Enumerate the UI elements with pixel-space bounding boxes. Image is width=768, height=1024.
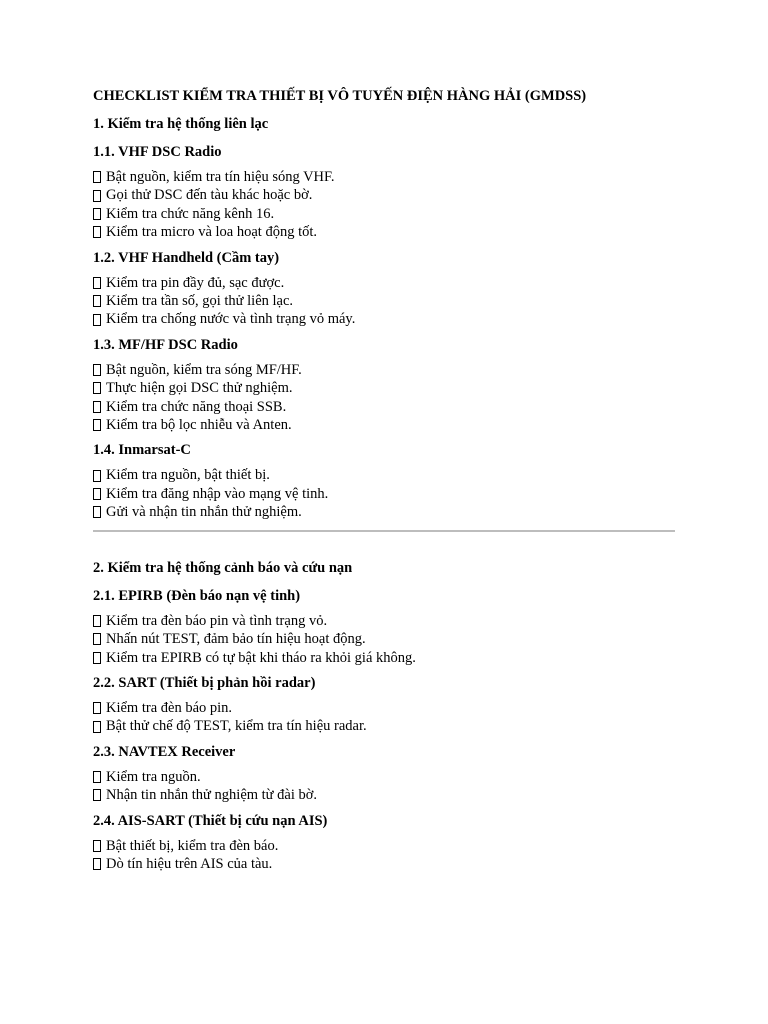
checklist-item — [93, 274, 675, 292]
checklist-item — [93, 223, 675, 241]
checkbox-icon — [93, 633, 101, 645]
checklist-item-text: Bật thiết bị, kiểm tra đèn báo. — [106, 837, 279, 854]
checklist-item-text: Gửi và nhận tin nhắn thử nghiệm. — [106, 504, 302, 521]
checklist-item — [93, 168, 675, 186]
checkbox-icon — [93, 382, 101, 394]
checklist-item — [93, 416, 675, 434]
checklist-item — [93, 186, 675, 204]
checklist-item-text: Kiểm tra EPIRB có tự bật khi tháo ra khỏi giá không. — [106, 649, 416, 666]
checklist-item — [93, 612, 675, 630]
checkbox-icon — [93, 840, 101, 852]
checklist-item — [93, 699, 675, 717]
checkbox-icon — [93, 364, 101, 376]
subsection-heading: 1.1. VHF DSC Radio — [93, 144, 222, 160]
horizontal-divider — [93, 530, 675, 532]
checklist-item-text: Thực hiện gọi DSC thử nghiệm. — [106, 380, 293, 397]
checklist-item — [93, 837, 675, 855]
section-heading: 1. Kiểm tra hệ thống liên lạc — [93, 116, 269, 132]
checklist-item-text: Kiểm tra bộ lọc nhiễu và Anten. — [106, 417, 292, 434]
checklist-item — [93, 630, 675, 648]
checklist-item — [93, 503, 675, 521]
subsection-heading: 2.4. AIS-SART (Thiết bị cứu nạn AIS) — [93, 812, 328, 829]
checklist-item-text: Bật thử chế độ TEST, kiểm tra tín hiệu radar. — [106, 718, 367, 735]
checkbox-icon — [93, 171, 101, 183]
checklist-item-text: Kiểm tra micro và loa hoạt động tốt. — [106, 224, 318, 241]
checklist-item — [93, 292, 675, 310]
checkbox-icon — [93, 401, 101, 413]
checklist-item — [93, 649, 675, 667]
checklist-item-text: Kiểm tra đăng nhập vào mạng vệ tinh. — [106, 485, 329, 502]
checklist-item — [93, 855, 675, 873]
checkbox-icon — [93, 771, 101, 783]
checklist — [93, 699, 675, 736]
checkbox-icon — [93, 488, 101, 500]
checklist-item-text: Kiểm tra đèn báo pin. — [106, 699, 233, 716]
checkbox-icon — [93, 789, 101, 801]
document-title: CHECKLIST KIỂM TRA THIẾT BỊ VÔ TUYẾN ĐIỆN HÀNG HẢI (GMDSS) — [93, 88, 587, 104]
checkbox-icon — [93, 858, 101, 870]
checklist-item-text: Bật nguồn, kiểm tra tín hiệu sóng VHF. — [106, 169, 335, 185]
section-heading: 2. Kiểm tra hệ thống cảnh báo và cứu nạn — [93, 559, 353, 576]
checkbox-icon — [93, 721, 101, 733]
checklist — [93, 612, 675, 667]
checkbox-icon — [93, 652, 101, 664]
checklist-item-text: Kiểm tra chống nước và tình trạng vỏ máy. — [106, 311, 356, 328]
checklist-item — [93, 485, 675, 503]
checklist-item-text: Kiểm tra chức năng kênh 16. — [106, 205, 275, 222]
subsection-heading: 1.3. MF/HF DSC Radio — [93, 336, 238, 353]
checkbox-icon — [93, 419, 101, 431]
checkbox-icon — [93, 702, 101, 714]
document-content — [93, 84, 675, 873]
checklist-item — [93, 361, 675, 379]
subsection-heading: 1.4. Inmarsat-C — [93, 442, 191, 459]
checklist — [93, 361, 675, 435]
checkbox-icon — [93, 295, 101, 307]
checklist-item-text: Dò tín hiệu trên AIS của tàu. — [106, 855, 273, 872]
checklist-item — [93, 398, 675, 416]
checkbox-icon — [93, 226, 101, 238]
checklist-item — [93, 717, 675, 735]
checklist-item — [93, 768, 675, 786]
checklist-item — [93, 310, 675, 328]
checklist-item — [93, 466, 675, 484]
checkbox-icon — [93, 190, 101, 202]
checklist-item-text: Nhận tin nhắn thử nghiệm từ đài bờ. — [106, 787, 318, 804]
checklist-item — [93, 205, 675, 223]
checklist — [93, 768, 675, 805]
checklist-item-text: Bật nguồn, kiểm tra sóng MF/HF. — [106, 361, 302, 378]
subsection-heading: 2.2. SART (Thiết bị phản hồi radar) — [93, 674, 316, 691]
checklist — [93, 274, 675, 329]
checklist-item-text: Kiểm tra đèn báo pin và tình trạng vỏ. — [106, 612, 328, 629]
checkbox-icon — [93, 506, 101, 518]
checklist-item-text: Gọi thử DSC đến tàu khác hoặc bờ. — [106, 187, 313, 204]
checklist-item-text: Kiểm tra pin đầy đủ, sạc được. — [106, 274, 285, 291]
checklist-item-text: Kiểm tra nguồn. — [106, 768, 201, 785]
checklist — [93, 837, 675, 874]
checkbox-icon — [93, 470, 101, 482]
subsection-heading: 2.1. EPIRB (Đèn báo nạn vệ tinh) — [93, 587, 301, 604]
checkbox-icon — [93, 208, 101, 220]
checklist-item — [93, 379, 675, 397]
checklist — [93, 466, 675, 521]
checkbox-icon — [93, 277, 101, 289]
checklist-item-text: Kiểm tra nguồn, bật thiết bị. — [106, 467, 270, 484]
checkbox-icon — [93, 615, 101, 627]
checklist-item-text: Kiểm tra chức năng thoại SSB. — [106, 398, 287, 415]
subsection-heading: 1.2. VHF Handheld (Cầm tay) — [93, 249, 280, 266]
checklist-item-text: Kiểm tra tần số, gọi thử liên lạc. — [106, 293, 294, 310]
subsection-heading: 2.3. NAVTEX Receiver — [93, 743, 236, 760]
checklist — [93, 168, 675, 242]
checkbox-icon — [93, 314, 101, 326]
checklist-item-text: Nhấn nút TEST, đảm bảo tín hiệu hoạt động. — [106, 631, 366, 648]
checklist-item — [93, 786, 675, 804]
